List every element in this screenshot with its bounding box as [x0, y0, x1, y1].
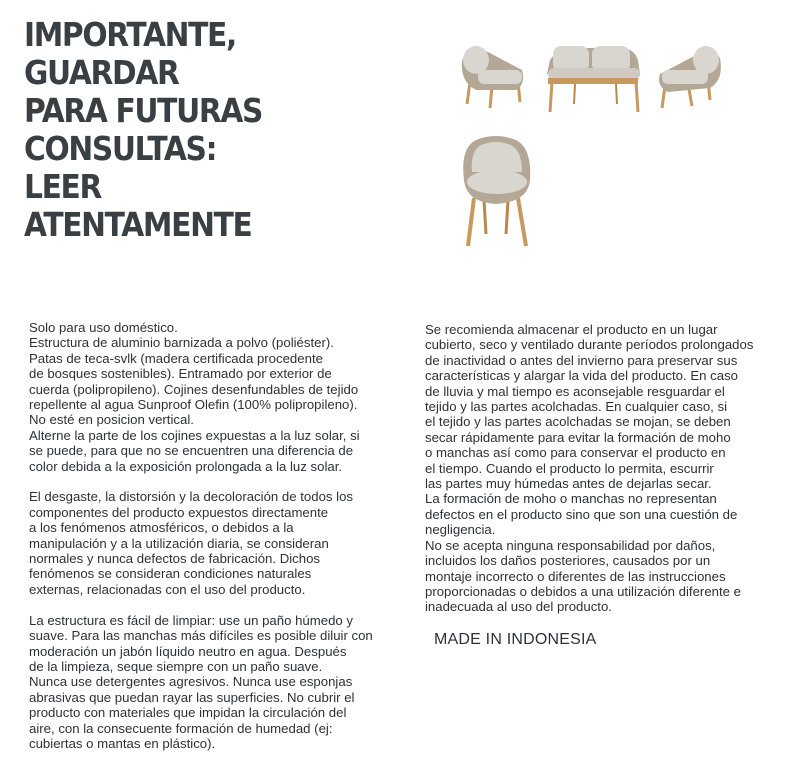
text-line: Patas de teca-svlk (madera certificada procedente	[29, 350, 323, 366]
text-line: color debida a la exposición prolongada a la luz solar.	[29, 458, 343, 474]
text-line: producto con materiales que impidan la circulación del	[29, 705, 347, 721]
text-line: Solo para uso doméstico.	[29, 320, 178, 335]
text-line: de inactividad o antes del invierno para preservar sus	[425, 352, 738, 368]
text-line: de lluvia y mal tiempo es aconsejable resguardar el	[425, 383, 725, 399]
armchair-left-image	[462, 46, 523, 108]
text-line: de bosques sostenibles). Entramado por exterior de	[29, 366, 332, 382]
text-line: las partes muy húmedas antes de dejarlas secar.	[425, 476, 712, 492]
text-line: moderación un jabón líquido neutro en agua. Después	[29, 643, 347, 659]
text-line: fenómenos se consideran condiciones naturales	[29, 566, 312, 582]
text-line: el tiempo. Cuando el producto lo permita, escurrir	[425, 460, 714, 476]
title-line: ATENTAMENTE	[24, 205, 252, 244]
left-text-column	[29, 320, 373, 751]
title-line: IMPORTANTE,	[24, 15, 236, 54]
right-text-column	[425, 322, 753, 615]
text-line: aire, con la consecuente formación de humedad (ej:	[29, 720, 333, 736]
text-line: Se recomienda almacenar el producto en un lugar	[425, 322, 718, 337]
text-line: Estructura de aluminio barnizada a polvo (poliéster).	[29, 335, 334, 351]
text-line: manipulación y a la utilización diaria, se consideran	[29, 535, 329, 551]
text-line: secar rápidamente para evitar la formación de moho	[425, 429, 731, 445]
title-line: GUARDAR	[24, 53, 179, 92]
text-line: abrasivas que puedan rayar las superficies. No cubrir el	[29, 689, 355, 705]
text-line: La estructura es fácil de limpiar: use un paño húmedo y	[29, 612, 354, 628]
text-line: defectos en el producto sino que son una cuestión de	[425, 506, 738, 522]
text-line: Alterne la parte de los cojines expuestas a la luz solar, si	[29, 427, 360, 443]
title-line: PARA FUTURAS	[24, 91, 263, 130]
text-line: El desgaste, la distorsión y la decoloración de todos los	[29, 489, 354, 505]
text-line: incluidos los daños posteriores, causados por un	[425, 553, 711, 569]
text-line: a los fenómenos atmosféricos, o debidos a la	[29, 520, 294, 536]
text-line: Nunca use detergentes agresivos. Nunca use esponjas	[29, 674, 353, 690]
text-line: negligencia.	[425, 522, 496, 538]
title-line: LEER	[24, 167, 101, 206]
text-line: normales y nunca defectos de fabricación. Dichos	[29, 551, 321, 567]
text-line: de la limpieza, seque siempre con un paño suave.	[29, 658, 323, 674]
text-line: cubierto, seco y ventilado durante períodos prolongados	[425, 337, 754, 353]
made-in-label: MADE IN INDONESIA	[434, 631, 597, 648]
text-line: proporcionadas o debidos a una utilización diferente e	[425, 583, 741, 599]
text-line: No esté en posicion vertical.	[29, 412, 194, 428]
text-line: montaje incorrecto o diferentes de las instrucciones	[425, 568, 726, 584]
dining-chair-image	[463, 136, 530, 246]
text-line: cuerda (polipropileno). Cojines desenfundables de tejido	[29, 381, 359, 397]
text-line: el tejido y las partes acolchadas se mojan, se deben	[425, 414, 731, 430]
text-line: componentes del producto expuestos directamente	[29, 504, 329, 520]
sofa-image	[547, 46, 640, 112]
text-line: La formación de moho o manchas no representan	[425, 491, 717, 507]
furniture-set-image	[440, 30, 740, 260]
text-line: características y alargar la vida del producto. En caso	[425, 368, 738, 384]
paragraph-gap	[29, 474, 373, 489]
page-title	[24, 16, 312, 244]
text-line: repellente al agua Sunproof Olefin (100% polipropileno).	[29, 397, 358, 413]
text-line: inadecuada al uso del producto.	[425, 599, 612, 615]
text-line: o manchas así como para conservar el producto en	[425, 445, 726, 461]
text-line: cubiertas o mantas en plástico).	[29, 735, 216, 751]
text-line: suave. Para las manchas más difíciles es posible diluir con	[29, 628, 373, 644]
text-line: externas, relacionadas con el uso del producto.	[29, 581, 306, 597]
title-line: CONSULTAS:	[24, 129, 217, 168]
text-line: se puede, para que no se encuentren una diferencia de	[29, 443, 354, 459]
paragraph-gap	[29, 597, 373, 612]
text-line: No se acepta ninguna responsabilidad por daños,	[425, 537, 716, 553]
text-line: tejido y las partes acolchadas. En cualquier caso, si	[425, 399, 728, 415]
armchair-right-image	[659, 46, 721, 108]
